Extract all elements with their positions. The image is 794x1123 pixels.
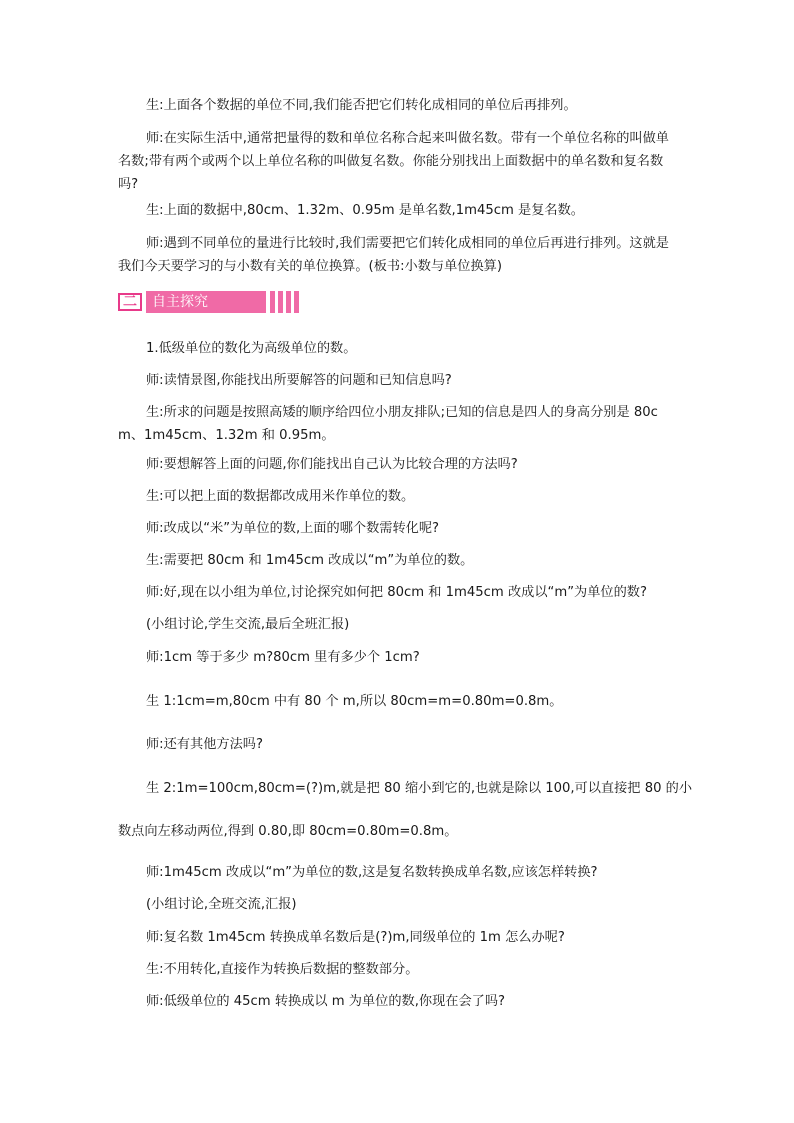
content-line-2: 师:读情景图,你能找出所要解答的问题和已知信息吗? (146, 373, 452, 388)
content-line-17: 师:复名数 1m45cm 转换成单名数后是(?)m,同级单位的 1m 怎么办呢? (146, 930, 565, 945)
content-line-18: 生:不用转化,直接作为转换后数据的整数部分。 (146, 962, 419, 977)
section-title: 自主探究 (146, 291, 266, 313)
content-line-7: 生:需要把 80cm 和 1m45cm 改成以“m”为单位的数。 (146, 553, 474, 568)
content-line-6: 师:改成以“米”为单位的数,上面的哪个数需转化呢? (146, 521, 440, 536)
content-line-10: 师:1cm 等于多少 m?80cm 里有多少个 1cm? (146, 650, 420, 665)
content-line-9: (小组讨论,学生交流,最后全班汇报) (146, 617, 350, 632)
content-line-3: 生:所求的问题是按照高矮的顺序给四位小朋友排队;已知的信息是四人的身高分别是 80cm、1m45cm、1.32m 和 0.95m。 (118, 405, 658, 443)
section-header (118, 291, 302, 313)
paragraph-2: 师:在实际生活中,通常把量得的数和单位名称合起来叫做名数。带有一个单位名称的叫做单名数;带有两个或两个以上单位名称的叫做复名数。你能分别找出上面数据中的单名数和复名数吗? (118, 131, 669, 192)
content-line-16: (小组讨论,全班交流,汇报) (146, 897, 297, 912)
paragraph-4: 师:遇到不同单位的量进行比较时,我们需要把它们转化成相同的单位后再进行排列。这就是我们今天要学习的与小数有关的单位换算。(板书:小数与单位换算) (118, 236, 669, 274)
section-decoration (270, 291, 302, 313)
content-line-15: 师:1m45cm 改成以“m”为单位的数,这是复名数转换成单名数,应该怎样转换? (146, 865, 598, 880)
paragraph-3: 生:上面的数据中,80cm、1.32m、0.95m 是单名数,1m45cm 是复名数。 (146, 203, 584, 218)
section-number: 二 (118, 293, 142, 311)
content-line-14: 数点向左移动两位,得到 0.80,即 80cm=0.80m=0.8m。 (118, 824, 458, 839)
content-line-8: 师:好,现在以小组为单位,讨论探究如何把 80cm 和 1m45cm 改成以“m”为单位的数? (146, 585, 647, 600)
content-line-13: 生 2:1m=100cm,80cm=(?)m,就是把 80 缩小到它的,也就是除以 100,可以直接把 80 的小 (146, 781, 693, 796)
content-line-11: 生 1:1cm=m,80cm 中有 80 个 m,所以 80cm=m=0.80m=0.8m。 (146, 694, 563, 709)
content-line-5: 生:可以把上面的数据都改成用米作单位的数。 (146, 489, 415, 504)
content-line-12: 师:还有其他方法吗? (146, 737, 263, 752)
content-line-19: 师:低级单位的 45cm 转换成以 m 为单位的数,你现在会了吗? (146, 994, 506, 1009)
content-line-1: 1.低级单位的数化为高级单位的数。 (146, 341, 357, 356)
content-line-4: 师:要想解答上面的问题,你们能找出自己认为比较合理的方法吗? (146, 457, 518, 472)
paragraph-1: 生:上面各个数据的单位不同,我们能否把它们转化成相同的单位后再排列。 (146, 98, 577, 113)
